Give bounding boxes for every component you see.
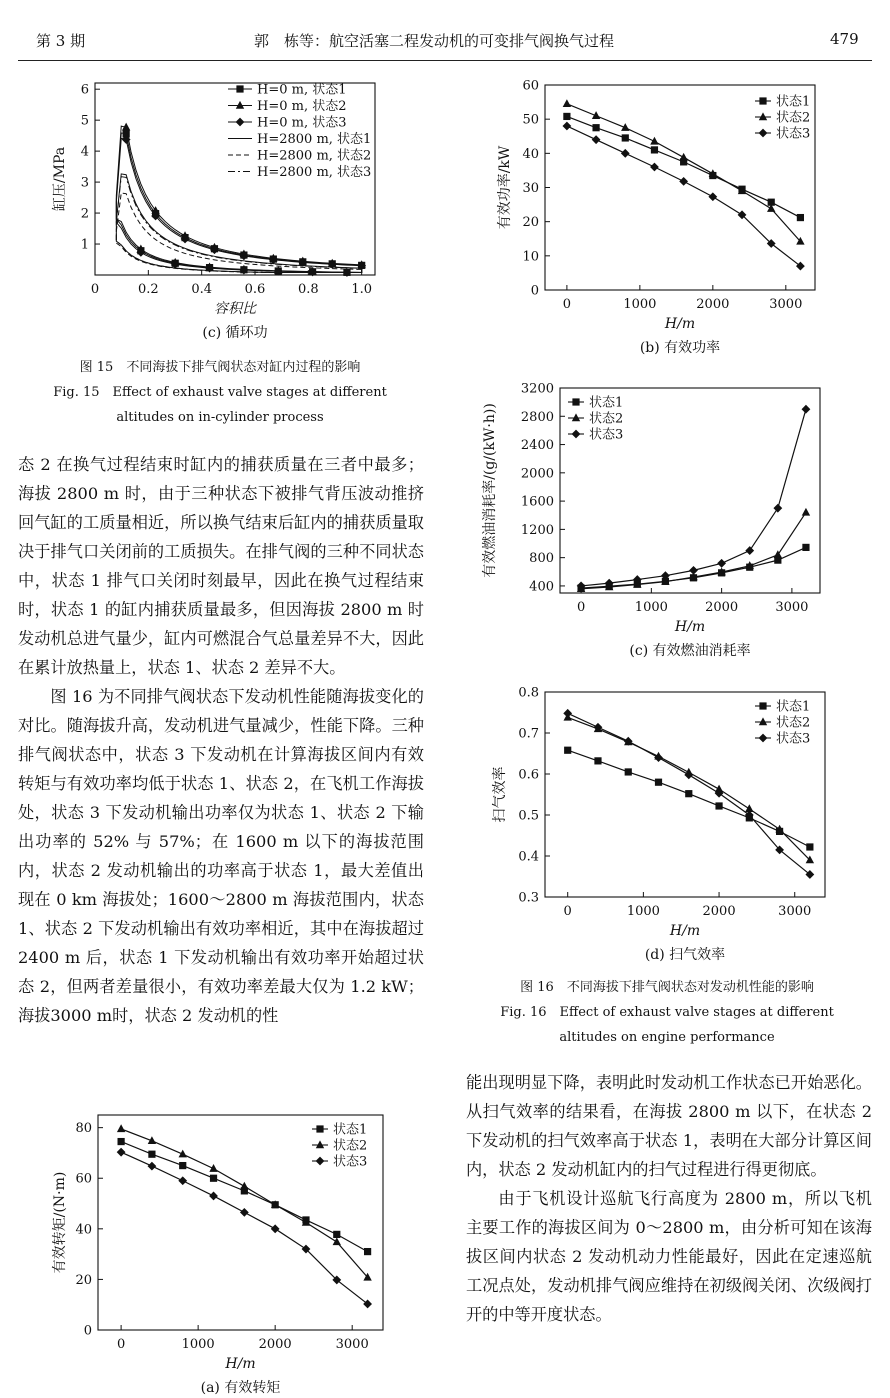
x-tick-label: 0 [576,600,586,615]
x-tick-label: 3000 [335,1337,369,1352]
data-point [240,1208,249,1217]
chart-caption: (c) 循环功 [202,325,268,341]
data-point [333,1237,341,1245]
x-tick-label: 2000 [702,904,736,919]
legend-label: H=2800 m, 状态2 [257,148,372,164]
x-tick-label: 2000 [258,1337,292,1352]
x-tick-label: 0 [562,297,572,312]
data-point [209,1192,218,1201]
series-line [121,1142,367,1252]
legend-label: 状态3 [589,427,624,443]
page-header [0,0,890,62]
chart-caption: (a) 有效转矩 [200,1380,281,1396]
legend-marker [236,118,245,127]
legend-marker [236,101,244,109]
series-2 [563,99,805,244]
chart-caption: (c) 有效燃油消耗率 [629,643,751,659]
data-point [745,546,754,555]
chart-fig16c-fuel-consumption [480,378,840,663]
x-tick-label: 1000 [634,600,668,615]
y-tick-label: 20 [522,215,539,231]
series-4 [116,174,361,273]
y-tick-label: 1 [80,237,89,253]
data-point [592,135,601,144]
series-1 [564,747,813,851]
legend-marker [759,717,767,725]
x-tick-label: 3000 [778,904,812,919]
right-column-text [466,1068,872,1329]
data-point [178,1176,187,1185]
x-tick-label: 3000 [775,600,809,615]
legend-label: 状态1 [776,699,811,715]
data-point [148,1151,155,1158]
y-axis-label: 有效转矩/(N·m) [52,1171,68,1274]
chart-fig15c-cycle-work [50,75,390,350]
data-point [210,1175,217,1182]
legend-label: H=2800 m, 状态3 [257,165,372,180]
y-tick-label: 50 [522,112,539,128]
x-tick-label: 0 [563,904,572,919]
chart-fig16b-effective-power [495,75,835,358]
data-point [679,177,688,186]
data-point [621,149,630,158]
data-point [333,1231,340,1238]
y-tick-label: 400 [529,579,554,595]
legend-marker [572,398,579,405]
fig15-caption [18,355,422,430]
legend [755,699,810,747]
y-tick-label: 1600 [520,494,554,510]
x-tick-label: 0.4 [191,282,213,297]
series-3 [117,1148,372,1309]
data-point [715,789,724,798]
y-tick-label: 0.3 [518,890,539,906]
legend-marker [572,413,580,421]
series-line [567,104,801,242]
legend [228,82,371,181]
data-point [679,153,687,161]
series-1 [563,113,804,221]
fig16-caption [462,975,872,1050]
series-line [568,750,810,847]
x-tick-label: 2000 [705,600,739,615]
y-tick-label: 6 [80,82,89,98]
y-axis-label: 有效燃油消耗率/(g/(kW·h)) [482,403,498,578]
data-point [715,802,722,809]
data-point [806,843,813,850]
fig15-caption-cn: 图 15 不同海拔下排气阀状态对缸内过程的影响 [79,360,361,375]
x-tick-label: 0 [116,1337,126,1352]
series-line [568,717,810,860]
legend-label: 状态3 [776,126,811,142]
data-point [650,163,659,172]
legend-label: H=2800 m, 状态1 [257,132,372,147]
legend [312,1122,367,1170]
y-tick-label: 2 [80,206,89,222]
x-tick-label: 1000 [623,297,657,312]
legend [755,94,810,142]
legend-label: 状态1 [776,94,811,110]
data-point [717,559,726,568]
series-2 [577,508,810,592]
y-axis-label: 缸压/MPa [52,146,68,212]
legend-label: 状态2 [776,715,811,731]
left-paragraph-1: 态 2 在换气过程结束时缸内的捕获质量在三者中最多；海拔 2800 m 时，由于三种状态下被排气背压波动推挤回气缸的工质量相近，所以换气结束后缸内的捕获质量取决于排气口关闭前的工质损失。在排气阀的三种不同状态中，状态 1 排气口关闭时刻最早，因此在换气过程结束时，状态 1 的缸内捕获质量最多，但因海拔 2800 m 时发动机总进气量少，缸内可燃混合气总量差异不大，因此在累计放热量上，状态 1、状态 2 差异不大。 [18,455,424,677]
y-tick-label: 0 [83,1323,92,1339]
series-line [567,126,801,266]
legend-marker [572,430,581,439]
data-point [117,1124,125,1132]
legend-label: H=0 m, 状态3 [257,115,347,131]
y-tick-label: 5 [80,113,89,129]
data-point [148,1162,157,1171]
fig16-caption-en-1: Fig. 16 Effect of exhaust valve stages at different [500,1005,834,1020]
x-tick-label: 2000 [696,297,730,312]
x-axis-label: H/m [669,923,701,939]
chart-fig16d-scavenging-efficiency [490,682,840,965]
fig16-caption-cn: 图 16 不同海拔下排气阀状态对发动机性能的影响 [520,980,814,995]
y-tick-label: 10 [522,249,539,265]
series-3 [562,122,804,271]
legend-marker [759,702,766,709]
y-tick-label: 2400 [520,438,554,454]
data-point [797,214,804,221]
fig15-caption-en-2: altitudes on in-cylinder process [116,410,324,425]
chart-fig16a-effective-torque [50,1105,390,1395]
right-paragraph-1: 能出现明显下降，表明此时发动机工作状态已开始恶化。从扫气效率的结果看，在海拔 2800 m 以下，在状态 2 下发动机的扫气效率高于状态 1，表明在大部分计算区间内，状态 2 发动机缸内的扫气过程进行得更彻底。 [466,1073,872,1179]
data-point [179,1162,186,1169]
running-title: 郭 栋等：航空活塞二程发动机的可变排气阀换气过程 [254,32,615,50]
x-tick-label: 0.2 [137,282,159,297]
data-point [802,544,809,551]
y-tick-label: 800 [529,551,554,567]
data-point [118,1138,125,1145]
x-tick-label: 0.6 [244,282,266,297]
y-axis-label: 扫气效率 [492,766,508,823]
data-point [802,405,811,414]
legend-marker [316,1140,324,1148]
y-tick-label: 0.6 [518,767,539,783]
x-tick-label: 1.0 [351,282,373,297]
legend-marker [236,85,243,92]
y-tick-label: 0 [530,283,539,299]
legend [568,395,623,443]
data-point [594,757,601,764]
chart-caption: (b) 有效功率 [639,340,721,356]
y-tick-label: 0.7 [518,726,539,742]
legend-label: 状态2 [333,1138,368,1154]
y-tick-label: 2800 [520,409,554,425]
y-tick-label: 0.5 [518,808,539,824]
series-line [121,1129,367,1277]
legend-label: H=0 m, 状态2 [257,99,347,114]
legend-marker [759,734,768,743]
x-axis-label: H/m [225,1356,256,1372]
data-point [625,768,632,775]
x-axis-label: H/m [674,619,706,635]
legend-label: 状态3 [333,1154,368,1170]
x-tick-label: 1000 [626,904,660,919]
data-point [364,1248,371,1255]
x-axis-label: H/m [664,316,696,332]
data-point [117,1148,126,1157]
legend-label: 状态1 [589,395,624,411]
y-tick-label: 40 [75,1222,92,1238]
y-tick-label: 40 [522,146,539,162]
fig15-caption-en-1: Fig. 15 Effect of exhaust valve stages at different [53,385,387,400]
y-axis-label: 有效功率/kW [497,145,513,230]
data-point [564,747,571,754]
y-tick-label: 0.8 [518,685,539,701]
data-point [650,137,658,145]
data-point [562,122,571,131]
legend-marker [759,97,766,104]
y-tick-label: 30 [522,181,539,196]
legend-marker [316,1125,323,1132]
data-point [209,1164,217,1172]
legend-label: H=0 m, 状态1 [257,82,347,98]
data-point [622,134,629,141]
chart-caption: (d) 扫气效率 [644,947,726,963]
legend-marker [759,129,768,138]
issue-number: 第 3 期 [36,32,86,50]
cycle-curve [116,174,361,273]
legend-label: 状态3 [776,731,811,747]
x-axis-label: 容积比 [214,301,256,317]
data-point [651,146,658,153]
series-line [121,1152,367,1304]
data-point [240,1182,248,1190]
data-point [271,1224,280,1233]
data-point [708,192,717,201]
data-point [563,709,572,718]
data-point [563,99,571,107]
data-point [773,504,782,513]
y-tick-label: 2000 [520,466,554,482]
y-tick-label: 60 [522,78,539,94]
y-tick-label: 3200 [520,381,554,397]
y-tick-label: 80 [75,1121,92,1137]
page-number: 479 [830,30,859,48]
data-point [563,113,570,120]
legend-marker [759,112,767,120]
data-point [592,124,599,131]
legend-label: 状态2 [776,110,811,126]
legend-label: 状态1 [333,1122,368,1138]
x-tick-label: 3000 [769,297,803,312]
plot-frame [545,85,815,290]
legend-marker [316,1157,325,1166]
x-tick-label: 0.8 [297,282,319,297]
header-rule [18,60,872,61]
right-paragraph-2: 由于飞机设计巡航飞行高度为 2800 m，所以飞机主要工作的海拔区间为 0～2800 m，由分析可知在该海拔区间内状态 2 发动机动力性能最好，因此在定速巡航工况点处，发动机排气阀应维持在初级阀关闭、次级阀打开的中等开度状态。 [466,1189,872,1324]
x-tick-label: 1000 [181,1337,215,1352]
y-tick-label: 1200 [520,522,554,538]
y-tick-label: 0.4 [518,849,539,865]
fig16-caption-en-2: altitudes on engine performance [559,1030,775,1045]
y-tick-label: 3 [80,175,89,191]
legend-label: 状态2 [589,411,624,427]
data-point [689,566,698,575]
data-point [684,770,693,779]
left-paragraph-2: 图 16 为不同排气阀状态下发动机性能随海拔变化的对比。随海拔升高，发动机进气量减少，性能下降。三种排气阀状态中，状态 3 下发动机在计算海拔区间内有效转矩与有效功率均低于状态 1、状态 2，在飞机工作海拔处，状态 3 下发动机输出功率仅为状态 1、状态 2 下输出功率的 52% 与 57%；在 1600 m 以下的海拔范围内，状态 2 发动机输出的功率高于状态 1，最大差值出现在 0 km 海拔处；1600～2800 m 海拔范围内，状态 1、状态 2 下发动机输出有效功率相近，其中在海拔超过 2400 m 后，状态 1 下发动机输出有效功率开始超过状态 2，但两者差量很小，有效功率差最大仅为 1.2 kW；海拔3000 m时，状态 2 发动机的性 [18,687,424,1025]
left-column-text [18,450,424,1030]
x-tick-label: 0 [90,282,100,297]
data-point [802,508,810,516]
y-tick-label: 20 [75,1272,92,1288]
data-point [685,790,692,797]
y-tick-label: 4 [80,144,89,160]
data-point [655,779,662,786]
y-tick-label: 60 [75,1171,92,1187]
